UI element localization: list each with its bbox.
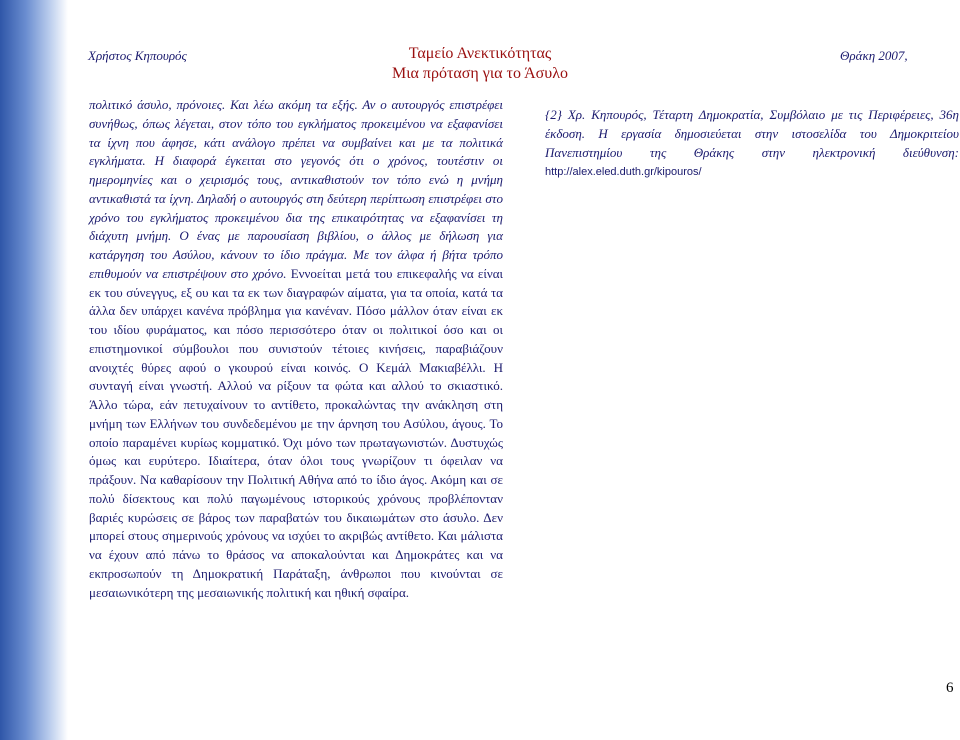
header-title (330, 44, 630, 84)
body-text-normal: Εννοείται μετά του επικεφαλής να είναι εκ του σύνεγγυς, εξ ου και τα εκ των διαγραφών αίματα, για τα οποία, κατά τα άλλα δεν υπάρχει κανένα πρόβλημα για κανέναν. Πόσο μάλλον όταν είναι εκ του ιδίου φυράματος, και πόσο περισσότερο όταν οι πολιτικοί όσο και οι επιστημονικοί σύμβουλοι που συνιστούν τέτοιες κινήσεις, παραβιάζουν ανοιχτές θύρες αφού ο γκουρού είναι κοινός. Ο Κεμάλ Μακιαβέλλι. Η συνταγή είναι γνωστή. Αλλού να ρίξουν τα φώτα και αλλού το σκιαστικό. Άλλο τώρα, εάν πετυχαίνουν το αντίθετο, προκαλώντας την ανάκληση στη μνήμη των Ελλήνων του συνδεδεμένου με την άρνηση του Ασύλου, άγους. Το οποίο παραμένει κυρίως κομματικό. Όχι μόνο των πρωταγωνιστών. Δυστυχώς όμως και ευρύτερο. Ιδιαίτερα, όταν όλοι τους γνωρίζουν τι όφειλαν να πράξουν. Να καθαρίσουν την Πολιτική Αθήνα από το ίδιο άγος. Ακόμη και σε πολύ δίσεκτους και πολύ παγωμένους ιστορικούς χρόνους προβλέπονταν βαριές κυρώσεις σε βάρος των παραβατών του δικαιωμάτων στο άσυλο. Δεν μπορεί στους σημερινούς χρόνους να ισχύει το ακριβώς αντίθετο. Και μάλιστα να έχουν από πάνω το θράσος να αποκαλούνται και Δημοκράτες και να εκπροσωπούν τη Δημοκρατική Παράταξη, άνθρωποι που κινούνται σε μεσαιωνικότερη της μεσαιωνικής πολιτική και ηθική σφαίρα. (89, 265, 504, 600)
header-author: Χρήστος Κηπουρός (88, 48, 187, 63)
body-text (89, 96, 503, 602)
header-title-line2: Μια πρόταση για το Άσυλο (392, 65, 568, 82)
page-number: 6 (946, 680, 954, 696)
footnote (545, 106, 959, 182)
footnote-url-link[interactable]: http://alex.eled.duth.gr/kipouros/ (545, 166, 702, 179)
decorative-sidebar-gradient (0, 0, 68, 740)
header-place-date: Θράκη 2007, (840, 48, 908, 63)
footnote-text: {2} Χρ. Κηπουρός, Τέταρτη Δημοκρατία, Συμβόλαιο με τις Περιφέρειες, 36η έκδοση. Η εργασία δημοσιεύεται στην ιστοσελίδα του Δημοκριτείου Πανεπιστημίου της Θράκης στην ηλεκτρονική διεύθυνση: (545, 107, 959, 160)
body-text-italic: πολιτικό άσυλο, πρόνοιες. Και λέω ακόμη τα εξής. Αν ο αυτουργός επιστρέφει συνήθως, όπως λέγεται, στον τόπο του εγκλήματος προκειμένου να εξαφανίσει τα ίχνη που άφησε, κάτι ανάλογο πρέπει να συμβαίνει και με τα πολιτικά εγκλήματα. Η διαφορά έγκειται στο γεγονός ότι ο χρόνος, τουτέστιν οι ημερομηνίες και ο χειρισμός τους, αντικαθιστούν τον τόπο ενώ η μνήμη αντικαθιστά τα ίχνη. Δηλαδή ο αυτουργός στη δεύτερη περίπτωση επιστρέφει στο χρόνο του εγκλήματος προκειμένου δια της επικαιρότητας να εξαφανίσει τη διάχυτη μνήμη. Ο ένας με παρουσίαση βιβλίου, ο άλλος με δήλωση για κατάργηση του Ασύλου, κάνουν το ίδιο πράγμα. Με τον άλφα ή βήτα τρόπο επιθυμούν να επιστρέψουν στο χρόνο. (89, 97, 503, 281)
header-title-line1: Ταμείο Ανεκτικότητας (408, 45, 552, 62)
